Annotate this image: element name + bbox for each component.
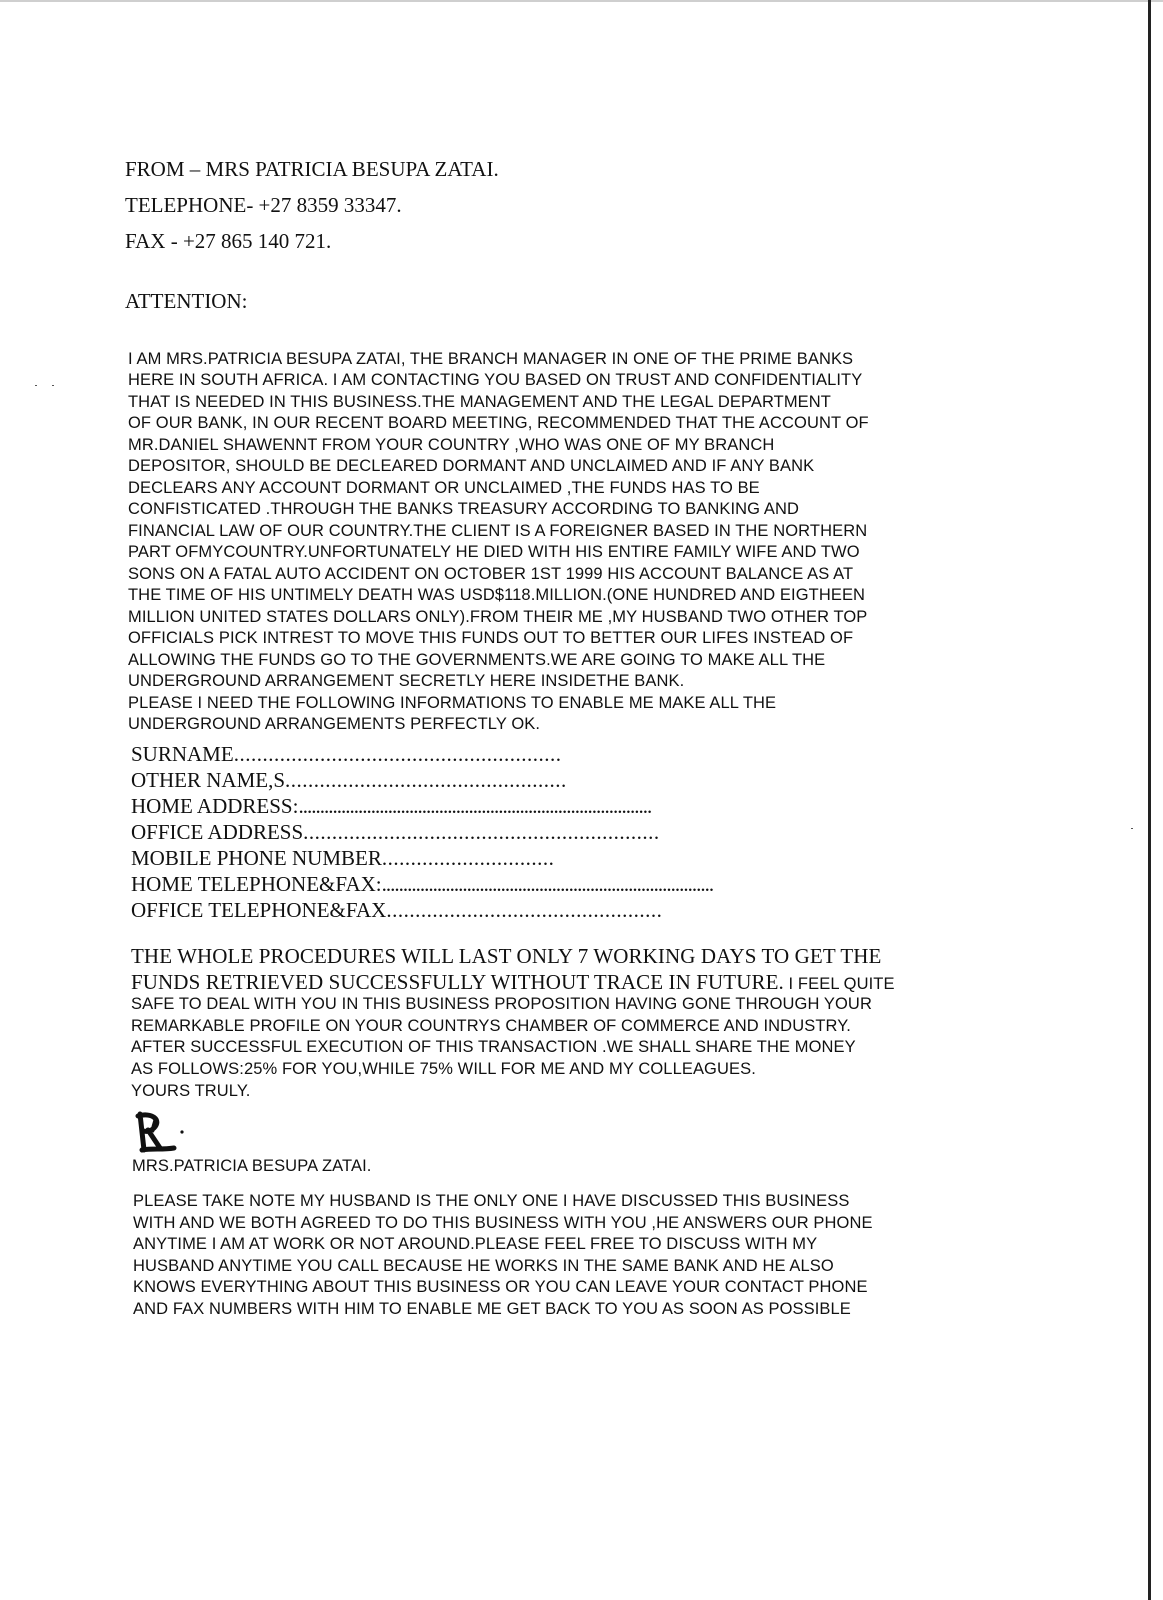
scan-right-edge <box>1148 0 1151 1600</box>
form-field-office-telephone-fax <box>131 898 662 923</box>
body-line: DEPOSITOR, SHOULD BE DECLEARED DORMANT AND UNCLAIMED AND IF ANY BANK <box>128 457 815 475</box>
postscript-line: AND FAX NUMBERS WITH HIM TO ENABLE ME GET BACK TO YOU AS SOON AS POSSIBLE <box>133 1300 851 1318</box>
field-blank: ................................................. <box>285 768 567 792</box>
field-label: SURNAME <box>131 742 234 766</box>
postscript-line: WITH AND WE BOTH AGREED TO DO THIS BUSINESS WITH YOU ,HE ANSWERS OUR PHONE <box>133 1214 873 1232</box>
scan-speck <box>1131 828 1133 829</box>
field-label: OFFICE ADDRESS <box>131 820 304 844</box>
body-line: OFFICIALS PICK INTREST TO MOVE THIS FUNDS OUT TO BETTER OUR LIFES INSTEAD OF <box>128 629 854 647</box>
body-line: MR.DANIEL SHAWENNT FROM YOUR COUNTRY ,WHO WAS ONE OF MY BRANCH <box>128 436 775 454</box>
body-line: FINANCIAL LAW OF OUR COUNTRY.THE CLIENT IS A FOREIGNER BASED IN THE NORTHERN <box>128 522 868 540</box>
closing-line: SAFE TO DEAL WITH YOU IN THIS BUSINESS PROPOSITION HAVING GONE THROUGH YOUR <box>131 995 872 1013</box>
closing-line: YOURS TRULY. <box>131 1082 251 1100</box>
sender-line: FROM – MRS PATRICIA BESUPA ZATAI. <box>125 157 499 181</box>
field-blank: ................................................ <box>386 898 663 922</box>
body-line: THE TIME OF HIS UNTIMELY DEATH WAS USD$118.MILLION.(ONE HUNDRED AND EIGTHEEN <box>128 586 866 604</box>
body-line: PLEASE I NEED THE FOLLOWING INFORMATIONS TO ENABLE ME MAKE ALL THE <box>128 694 777 712</box>
fax-line: FAX - +27 865 140 721. <box>125 229 332 253</box>
field-blank: .............................................................. <box>303 820 660 844</box>
scan-speck <box>35 385 37 386</box>
telephone-line: TELEPHONE- +27 8359 33347. <box>125 193 402 217</box>
scan-speck <box>52 385 54 386</box>
closing-line: FUNDS RETRIEVED SUCCESSFULLY WITHOUT TRACE IN FUTURE. I FEEL QUITE <box>131 970 895 994</box>
body-line: I AM MRS.PATRICIA BESUPA ZATAI, THE BRANCH MANAGER IN ONE OF THE PRIME BANKS <box>128 350 854 368</box>
body-line: OF OUR BANK, IN OUR RECENT BOARD MEETING, RECOMMENDED THAT THE ACCOUNT OF <box>128 414 869 432</box>
field-blank: ................................................................................... <box>298 794 652 818</box>
postscript-line: ANYTIME I AM AT WORK OR NOT AROUND.PLEASE FEEL FREE TO DISCUSS WITH MY <box>133 1235 818 1253</box>
closing-line: THE WHOLE PROCEDURES WILL LAST ONLY 7 WORKING DAYS TO GET THE <box>131 944 882 968</box>
body-line: PART OFMYCOUNTRY.UNFORTUNATELY HE DIED WITH HIS ENTIRE FAMILY WIFE AND TWO <box>128 543 860 561</box>
form-field-home-address <box>131 794 651 819</box>
closing-line: REMARKABLE PROFILE ON YOUR COUNTRYS CHAMBER OF COMMERCE AND INDUSTRY. <box>131 1017 851 1035</box>
body-line: DECLEARS ANY ACCOUNT DORMANT OR UNCLAIMED ,THE FUNDS HAS TO BE <box>128 479 760 497</box>
body-line: HERE IN SOUTH AFRICA. I AM CONTACTING YOU BASED ON TRUST AND CONFIDENTIALITY <box>128 371 863 389</box>
form-field-other-names <box>131 768 567 793</box>
postscript-line: HUSBAND ANYTIME YOU CALL BECAUSE HE WORKS IN THE SAME BANK AND HE ALSO <box>133 1257 834 1275</box>
field-blank: .............................................................................. <box>381 872 714 896</box>
field-label: HOME TELEPHONE&FAX: <box>131 872 382 896</box>
signature-name: MRS.PATRICIA BESUPA ZATAI. <box>132 1157 372 1175</box>
field-label: HOME ADDRESS: <box>131 794 299 818</box>
field-blank: .............................. <box>381 846 555 870</box>
body-line: MILLION UNITED STATES DOLLARS ONLY).FROM THEIR ME ,MY HUSBAND TWO OTHER TOP <box>128 608 868 626</box>
handwritten-signature <box>134 1110 194 1155</box>
field-blank: ......................................................... <box>233 742 562 766</box>
body-line: SONS ON A FATAL AUTO ACCIDENT ON OCTOBER 1ST 1999 HIS ACCOUNT BALANCE AS AT <box>128 565 854 583</box>
scan-top-edge <box>0 0 1163 2</box>
form-field-mobile-phone <box>131 846 554 871</box>
body-line: CONFISTICATED .THROUGH THE BANKS TREASURY ACCORDING TO BANKING AND <box>128 500 799 518</box>
closing-line: AFTER SUCCESSFUL EXECUTION OF THIS TRANSACTION .WE SHALL SHARE THE MONEY <box>131 1038 856 1056</box>
field-label: OFFICE TELEPHONE&FAX <box>131 898 387 922</box>
body-line: UNDERGROUND ARRANGEMENTS PERFECTLY OK. <box>128 715 541 733</box>
postscript-line: KNOWS EVERYTHING ABOUT THIS BUSINESS OR YOU CAN LEAVE YOUR CONTACT PHONE <box>133 1278 868 1296</box>
form-field-home-telephone-fax <box>131 872 713 897</box>
body-line: UNDERGROUND ARRANGEMENT SECRETLY HERE INSIDETHE BANK. <box>128 672 685 690</box>
body-line: THAT IS NEEDED IN THIS BUSINESS.THE MANAGEMENT AND THE LEGAL DEPARTMENT <box>128 393 831 411</box>
field-label: OTHER NAME,S <box>131 768 286 792</box>
form-field-surname <box>131 742 561 767</box>
postscript-line: PLEASE TAKE NOTE MY HUSBAND IS THE ONLY ONE I HAVE DISCUSSED THIS BUSINESS <box>133 1192 850 1210</box>
attention-line: ATTENTION: <box>125 289 248 313</box>
field-label: MOBILE PHONE NUMBER <box>131 846 382 870</box>
body-line: ALLOWING THE FUNDS GO TO THE GOVERNMENTS.WE ARE GOING TO MAKE ALL THE <box>128 651 826 669</box>
closing-line: AS FOLLOWS:25% FOR YOU,WHILE 75% WILL FOR ME AND MY COLLEAGUES. <box>131 1060 756 1078</box>
form-field-office-address <box>131 820 660 845</box>
